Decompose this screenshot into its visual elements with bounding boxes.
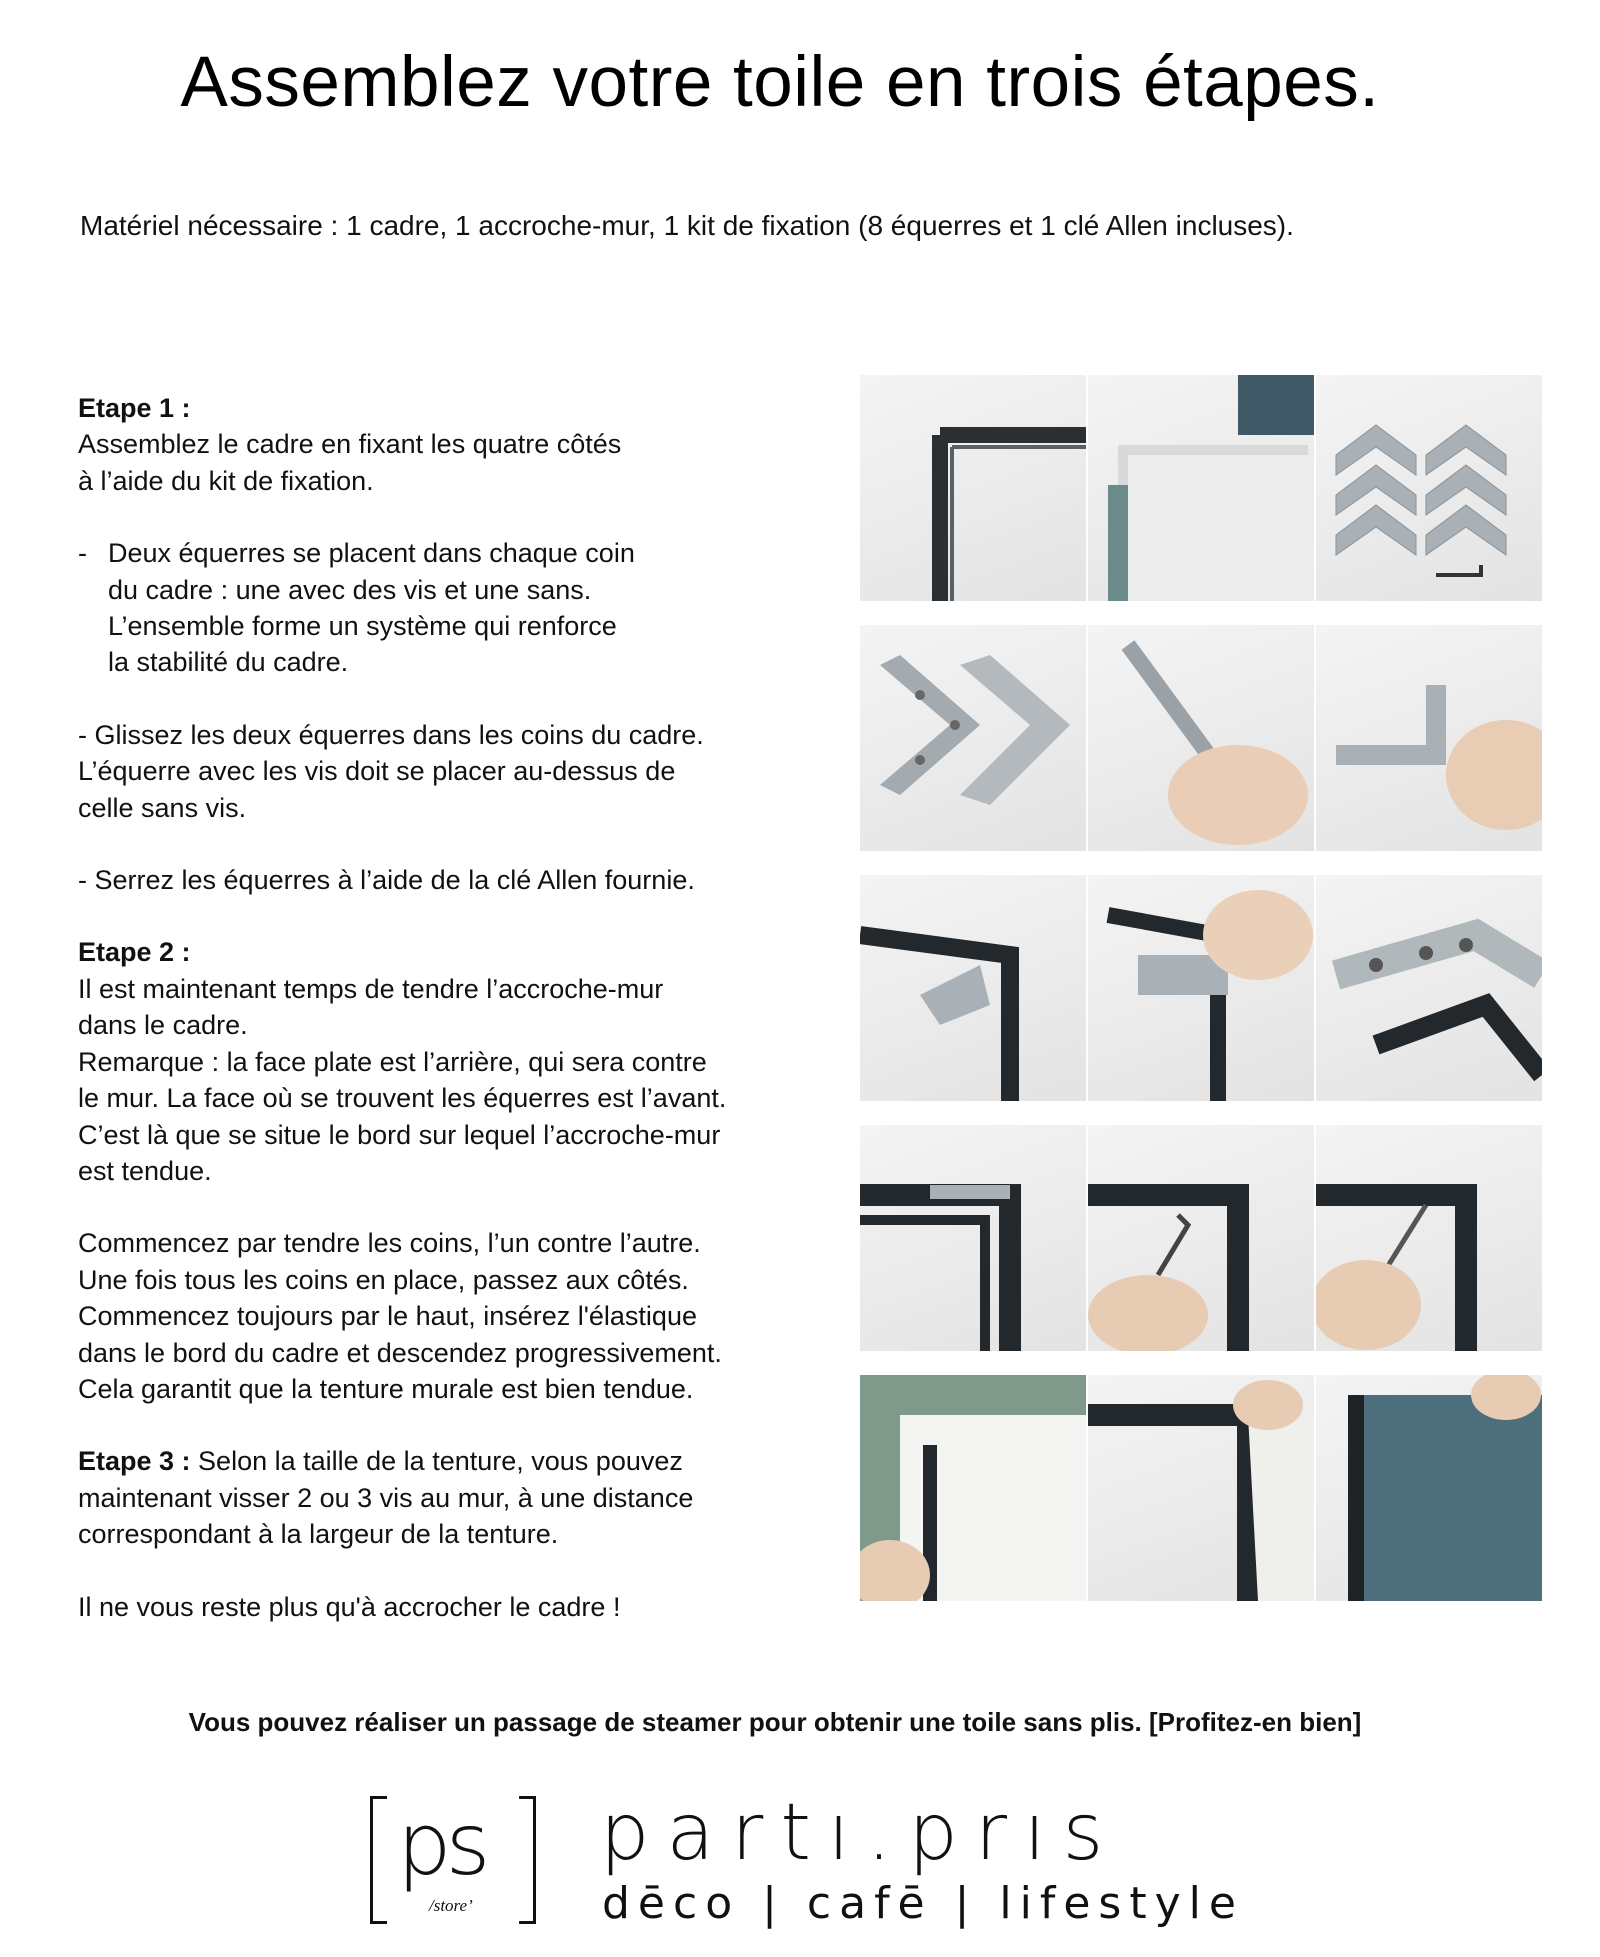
step2-para2-line5: Cela garantit que la tenture murale est bien tendue. (78, 1373, 694, 1404)
logo-store: /store’ (429, 1896, 473, 1915)
step2-para2-line3: Commencez toujours par le haut, insérez l'élastique (78, 1301, 697, 1332)
step2-para2-line2: Une fois tous les coins en place, passez aux côtés. (78, 1264, 689, 1295)
page-title: Assemblez votre toile en trois étapes. (180, 43, 1380, 122)
closing-line: Il ne vous reste plus qu'à accrocher le cadre ! (78, 1591, 621, 1622)
photo-folded-canvas (1088, 375, 1314, 601)
photo-corner-allen-key (1088, 1125, 1314, 1351)
step3-line3: correspondant à la largeur de la tenture. (78, 1519, 559, 1550)
step1-bullet3: - Serrez les équerres à l’aide de la clé Allen fournie. (78, 865, 695, 896)
step1-intro-line2: à l’aide du kit de fixation. (78, 465, 374, 496)
step1-intro (78, 426, 838, 499)
step1-bullet2 (78, 717, 838, 826)
materials-required: Matériel nécessaire : 1 cadre, 1 accroche-mur, 1 kit de fixation (8 équerres et 1 clé Allen incluses). (80, 210, 1294, 241)
photo-corner-frame-1 (860, 1125, 1086, 1351)
photo-two-brackets (860, 625, 1086, 851)
step2-line6: est tendue. (78, 1155, 212, 1186)
photo-frame-side (860, 375, 1086, 601)
photo-bracket-screws (1316, 875, 1542, 1101)
step1-bullet1-line1: Deux équerres se placent dans chaque coin (108, 538, 635, 569)
photo-hand-bracket (1088, 625, 1314, 851)
photo-canvas-corner (860, 1375, 1086, 1601)
step1-bullet1-line2: du cadre : une avec des vis et une sans. (108, 574, 592, 605)
step2-line3: Remarque : la face plate est l’arrière, qui sera contre (78, 1046, 707, 1077)
photo-corner-tighten (1316, 1125, 1542, 1351)
step2-para2-line1: Commencez par tendre les coins, l’un contre l’autre. (78, 1228, 701, 1259)
step1-bullet2-line2: L’équerre avec les vis doit se placer au-dessus de (78, 756, 676, 787)
step2-heading: Etape 2 : (78, 937, 191, 968)
step3-para (78, 1443, 838, 1552)
step1-bullet1-line3: L’ensemble forme un système qui renforce (108, 611, 617, 642)
step3-line2: maintenant visser 2 ou 3 vis au mur, à une distance (78, 1482, 694, 1513)
instructions-column (78, 390, 838, 1625)
step3-line1: Selon la taille de la tenture, vous pouvez (190, 1446, 683, 1477)
step2-para2-line4: dans le bord du cadre et descendez progressivement. (78, 1337, 722, 1368)
bullet-dash: - (78, 538, 87, 569)
step2-para2 (78, 1225, 838, 1407)
step3-heading: Etape 3 : (78, 1446, 191, 1477)
footer-note: Vous pouvez réaliser un passage de steamer pour obtenir une toile sans plis. [Profitez-en bien] (188, 1707, 1362, 1737)
instruction-photo-grid (860, 375, 1542, 1601)
step1-bullet1-line4: la stabilité du cadre. (108, 647, 349, 678)
step2-line1: Il est maintenant temps de tendre l’accroche-mur (78, 973, 664, 1004)
logo-bracket-icon (370, 1796, 536, 1924)
logo-mark: ps (397, 1795, 485, 1895)
photo-slide-bracket (860, 875, 1086, 1101)
photo-stretch-canvas (1088, 1375, 1314, 1601)
brand-logo (370, 1790, 1270, 1930)
brand-name: partı.prıs (600, 1788, 1121, 1878)
step1-bullet2-line1: - Glissez les deux équerres dans les coins du cadre. (78, 719, 704, 750)
photo-hand-insert-bracket (1088, 875, 1314, 1101)
brand-tagline: dēco | cafē | lifestyle (602, 1878, 1244, 1929)
photo-finished-canvas (1316, 1375, 1542, 1601)
step2-para1 (78, 971, 838, 1189)
step1-intro-line1: Assemblez le cadre en fixant les quatre côtés (78, 429, 622, 460)
step2-line5: C’est là que se situe le bord sur lequel l’accroche-mur (78, 1119, 721, 1150)
step1-heading: Etape 1 : (78, 393, 191, 423)
step1-bullet2-line3: celle sans vis. (78, 792, 247, 823)
step2-line4: le mur. La face où se trouvent les équerres est l’avant. (78, 1083, 727, 1114)
step2-line2: dans le cadre. (78, 1010, 248, 1041)
step1-bullet1 (78, 535, 838, 681)
photo-brackets-kit (1316, 375, 1542, 601)
photo-hand-l-bracket (1316, 625, 1542, 851)
